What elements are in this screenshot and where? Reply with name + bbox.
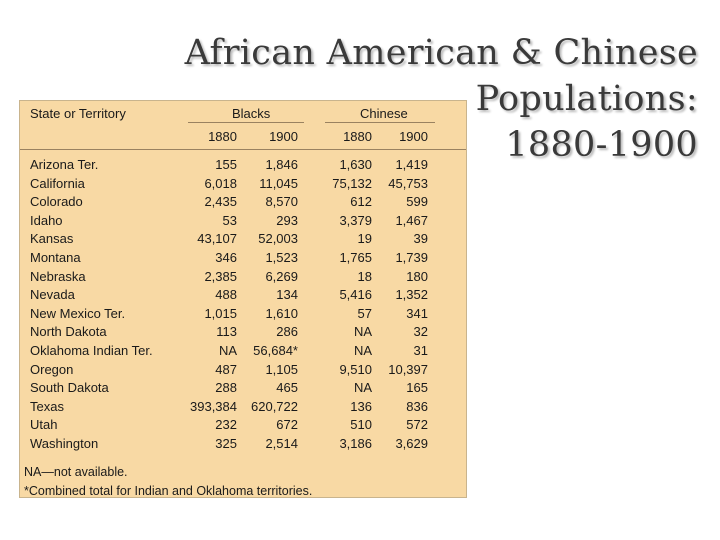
title-line-1: African American & Chinese	[184, 33, 698, 73]
cell-blacks-1880: 155	[215, 157, 237, 172]
cell-state: California	[30, 175, 85, 191]
table-row	[20, 156, 466, 175]
table-row	[20, 398, 466, 417]
cell-chinese-1880: NA	[353, 324, 372, 340]
cell-chinese-1900: 32	[413, 324, 428, 340]
cell-chinese-1900: 39	[413, 231, 428, 247]
cell-blacks-1880: 53	[222, 212, 237, 228]
year-chinese-1900: 1900	[399, 129, 428, 144]
cell-blacks-1900: 2,514	[265, 436, 298, 451]
cell-chinese-1900: 3,629	[395, 436, 428, 451]
cell-state: Arizona Ter.	[30, 157, 99, 172]
cell-chinese-1880: 612	[350, 194, 372, 210]
cell-chinese-1900: 10,397	[388, 361, 428, 377]
cell-chinese-1900: 599	[406, 194, 428, 210]
cell-blacks-1900: 672	[276, 417, 298, 433]
cell-state: Colorado	[30, 194, 83, 210]
cell-blacks-1900: 56,684*	[253, 343, 298, 358]
cell-blacks-1880: 43,107	[197, 231, 237, 247]
cell-state: Washington	[30, 436, 99, 451]
population-table	[19, 100, 467, 498]
cell-blacks-1880: 325	[215, 436, 237, 451]
group-header-chinese: Chinese	[360, 106, 408, 121]
cell-chinese-1880: NA	[353, 343, 372, 358]
table-row	[20, 286, 466, 305]
cell-chinese-1880: 3,379	[339, 212, 372, 228]
cell-state: Idaho	[30, 212, 63, 228]
cell-blacks-1900: 1,846	[265, 157, 298, 172]
cell-chinese-1900: 165	[406, 380, 428, 396]
cell-state: South Dakota	[30, 380, 109, 396]
year-blacks-1900: 1900	[269, 129, 298, 144]
table-row	[20, 268, 466, 287]
table-row	[20, 212, 466, 231]
year-blacks-1880: 1880	[208, 129, 237, 144]
cell-state: Oklahoma Indian Ter.	[30, 343, 153, 358]
note-na: NA—not available.	[24, 465, 128, 479]
blacks-group-rule	[188, 122, 304, 123]
year-chinese-1880: 1880	[343, 129, 372, 144]
cell-state: Utah	[30, 417, 58, 433]
table-year-row	[20, 128, 466, 147]
cell-state: New Mexico Ter.	[30, 305, 126, 321]
table-row	[20, 323, 466, 342]
table-row	[20, 416, 466, 435]
cell-blacks-1880: 346	[215, 250, 237, 265]
cell-blacks-1900: 286	[276, 324, 298, 340]
table-row	[20, 379, 466, 398]
cell-chinese-1900: 572	[406, 417, 428, 433]
cell-blacks-1880: 288	[215, 380, 237, 396]
cell-chinese-1900: 45,753	[388, 175, 428, 191]
cell-chinese-1900: 1,419	[395, 157, 428, 172]
cell-state: Texas	[30, 398, 64, 414]
cell-blacks-1900: 465	[276, 380, 298, 396]
cell-blacks-1880: 1,015	[204, 305, 237, 321]
cell-blacks-1880: 487	[215, 361, 237, 377]
cell-blacks-1900: 1,610	[265, 305, 298, 321]
title-line-3: 1880-1900	[505, 125, 698, 165]
header-divider	[20, 149, 466, 150]
cell-blacks-1900: 8,570	[265, 194, 298, 210]
cell-chinese-1900: 1,352	[395, 287, 428, 303]
cell-chinese-1880: 18	[357, 268, 372, 284]
cell-chinese-1880: 57	[357, 305, 372, 321]
cell-blacks-1880: 2,385	[204, 268, 237, 284]
note-combined-total: *Combined total for Indian and Oklahoma territories.	[24, 484, 313, 498]
cell-chinese-1880: 510	[350, 417, 372, 433]
cell-chinese-1880: 5,416	[339, 287, 372, 303]
table-row	[20, 305, 466, 324]
cell-chinese-1880: 19	[357, 231, 372, 247]
cell-blacks-1900: 52,003	[258, 231, 298, 247]
cell-chinese-1900: 1,739	[395, 250, 428, 265]
group-header-blacks: Blacks	[232, 106, 271, 121]
cell-blacks-1880: 488	[215, 287, 237, 303]
cell-blacks-1880: 393,384	[190, 398, 237, 414]
cell-state: Kansas	[30, 231, 74, 247]
table-header-row	[20, 105, 466, 124]
table-row	[20, 435, 466, 454]
cell-state: Oregon	[30, 361, 74, 377]
cell-chinese-1900: 1,467	[395, 212, 428, 228]
cell-chinese-1880: 9,510	[339, 361, 372, 377]
table-row	[20, 193, 466, 212]
col-header-state: State or Territory	[30, 106, 126, 121]
table-row	[20, 249, 466, 268]
table-row	[20, 175, 466, 194]
cell-blacks-1900: 11,045	[259, 175, 298, 191]
cell-blacks-1880: 113	[216, 324, 237, 340]
cell-chinese-1880: 1,630	[339, 157, 372, 172]
title-line-2: Populations:	[475, 79, 698, 119]
cell-chinese-1880: 3,186	[339, 436, 372, 451]
cell-blacks-1900: 620,722	[251, 398, 298, 414]
table-row	[20, 342, 466, 361]
cell-blacks-1900: 293	[276, 212, 298, 228]
cell-blacks-1900: 6,269	[265, 268, 298, 284]
cell-state: Montana	[30, 250, 81, 265]
cell-blacks-1900: 1,105	[265, 361, 298, 377]
cell-blacks-1880: 6,018	[204, 175, 237, 191]
chinese-group-rule	[325, 122, 435, 123]
cell-blacks-1900: 134	[276, 287, 298, 303]
cell-chinese-1880: 1,765	[339, 250, 372, 265]
cell-chinese-1900: 836	[406, 398, 428, 414]
cell-state: Nebraska	[30, 268, 86, 284]
cell-chinese-1880: 136	[350, 398, 372, 414]
cell-chinese-1880: NA	[353, 380, 372, 396]
cell-blacks-1880: NA	[218, 343, 237, 358]
cell-state: Nevada	[30, 287, 75, 303]
cell-chinese-1900: 341	[406, 305, 428, 321]
cell-blacks-1880: 232	[215, 417, 237, 433]
cell-state: North Dakota	[30, 324, 107, 340]
cell-blacks-1880: 2,435	[204, 194, 237, 210]
table-row	[20, 230, 466, 249]
cell-chinese-1900: 180	[406, 268, 428, 284]
table-row	[20, 361, 466, 380]
cell-chinese-1900: 31	[413, 343, 428, 358]
cell-blacks-1900: 1,523	[265, 250, 298, 265]
cell-chinese-1880: 75,132	[332, 175, 372, 191]
